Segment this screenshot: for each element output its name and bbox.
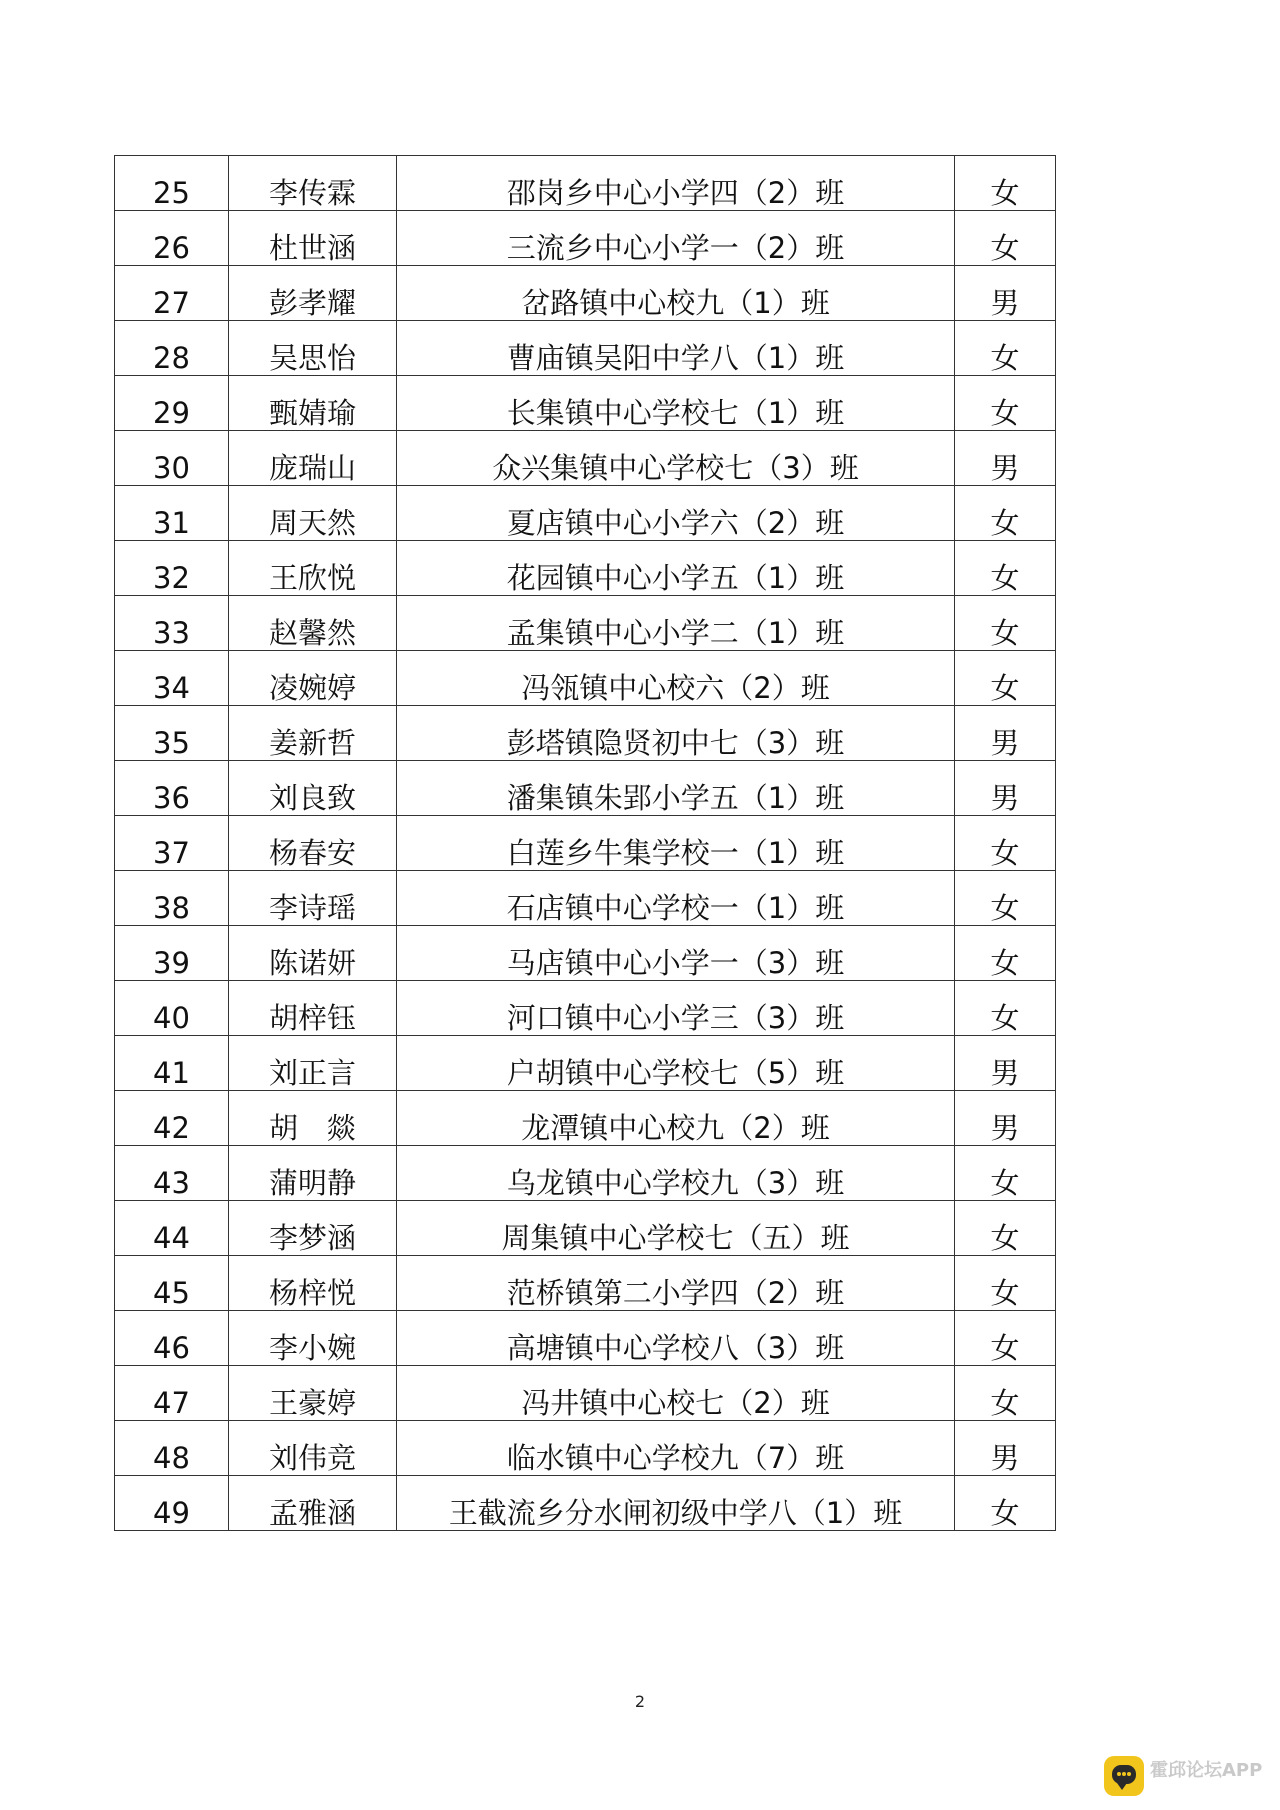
row-number-cell: 36 <box>115 761 229 816</box>
table-row <box>115 871 1056 926</box>
gender-cell: 女 <box>955 1256 1056 1311</box>
school-class-cell: 马店镇中心小学一（3）班 <box>397 926 955 981</box>
school-class-cell: 夏店镇中心小学六（2）班 <box>397 486 955 541</box>
table-row <box>115 1421 1056 1476</box>
row-number-cell: 37 <box>115 816 229 871</box>
school-class-cell: 众兴集镇中心学校七（3）班 <box>397 431 955 486</box>
gender-cell: 女 <box>955 1476 1056 1531</box>
student-name-cell: 姜新哲 <box>229 706 397 761</box>
student-name-cell: 李小婉 <box>229 1311 397 1366</box>
table-row <box>115 156 1056 211</box>
table-row <box>115 1036 1056 1091</box>
row-number-cell: 28 <box>115 321 229 376</box>
row-number-cell: 46 <box>115 1311 229 1366</box>
school-class-cell: 潘集镇朱郢小学五（1）班 <box>397 761 955 816</box>
page-number: 2 <box>634 1692 646 1711</box>
gender-cell: 女 <box>955 486 1056 541</box>
row-number-cell: 31 <box>115 486 229 541</box>
table-row <box>115 1146 1056 1201</box>
student-name-cell: 蒲明静 <box>229 1146 397 1201</box>
school-class-cell: 长集镇中心学校七（1）班 <box>397 376 955 431</box>
row-number-cell: 33 <box>115 596 229 651</box>
school-class-cell: 乌龙镇中心学校九（3）班 <box>397 1146 955 1201</box>
table-row <box>115 211 1056 266</box>
student-name-cell: 杨春安 <box>229 816 397 871</box>
school-class-cell: 户胡镇中心学校七（5）班 <box>397 1036 955 1091</box>
row-number-cell: 25 <box>115 156 229 211</box>
roster-body <box>115 156 1056 1531</box>
table-row <box>115 1201 1056 1256</box>
chat-bubble-icon <box>1112 1765 1136 1784</box>
gender-cell: 女 <box>955 1311 1056 1366</box>
gender-cell: 女 <box>955 211 1056 266</box>
gender-cell: 女 <box>955 596 1056 651</box>
gender-cell: 女 <box>955 541 1056 596</box>
table-row <box>115 761 1056 816</box>
row-number-cell: 47 <box>115 1366 229 1421</box>
gender-cell: 女 <box>955 321 1056 376</box>
school-class-cell: 河口镇中心小学三（3）班 <box>397 981 955 1036</box>
school-class-cell: 高塘镇中心学校八（3）班 <box>397 1311 955 1366</box>
table-row <box>115 541 1056 596</box>
row-number-cell: 38 <box>115 871 229 926</box>
school-class-cell: 邵岗乡中心小学四（2）班 <box>397 156 955 211</box>
student-name-cell: 刘正言 <box>229 1036 397 1091</box>
student-name-cell: 凌婉婷 <box>229 651 397 706</box>
school-class-cell: 冯井镇中心校七（2）班 <box>397 1366 955 1421</box>
row-number-cell: 43 <box>115 1146 229 1201</box>
student-name-cell: 李诗瑶 <box>229 871 397 926</box>
gender-cell: 男 <box>955 761 1056 816</box>
school-class-cell: 花园镇中心小学五（1）班 <box>397 541 955 596</box>
row-number-cell: 39 <box>115 926 229 981</box>
row-number-cell: 42 <box>115 1091 229 1146</box>
school-class-cell: 临水镇中心学校九（7）班 <box>397 1421 955 1476</box>
table-row <box>115 1256 1056 1311</box>
table-row <box>115 486 1056 541</box>
gender-cell: 女 <box>955 871 1056 926</box>
student-name-cell: 李梦涵 <box>229 1201 397 1256</box>
table-row <box>115 266 1056 321</box>
student-name-cell: 王豪婷 <box>229 1366 397 1421</box>
student-name-cell: 吴思怡 <box>229 321 397 376</box>
table-row <box>115 596 1056 651</box>
gender-cell: 女 <box>955 156 1056 211</box>
student-name-cell: 李传霖 <box>229 156 397 211</box>
gender-cell: 女 <box>955 1201 1056 1256</box>
gender-cell: 女 <box>955 1146 1056 1201</box>
forum-app-logo-icon <box>1104 1756 1144 1796</box>
gender-cell: 男 <box>955 266 1056 321</box>
table-row <box>115 431 1056 486</box>
student-name-cell: 王欣悦 <box>229 541 397 596</box>
school-class-cell: 周集镇中心学校七（五）班 <box>397 1201 955 1256</box>
row-number-cell: 48 <box>115 1421 229 1476</box>
gender-cell: 女 <box>955 816 1056 871</box>
student-name-cell: 杨梓悦 <box>229 1256 397 1311</box>
school-class-cell: 龙潭镇中心校九（2）班 <box>397 1091 955 1146</box>
school-class-cell: 冯瓴镇中心校六（2）班 <box>397 651 955 706</box>
row-number-cell: 26 <box>115 211 229 266</box>
table-row <box>115 926 1056 981</box>
gender-cell: 女 <box>955 1366 1056 1421</box>
school-class-cell: 彭塔镇隐贤初中七（3）班 <box>397 706 955 761</box>
row-number-cell: 30 <box>115 431 229 486</box>
row-number-cell: 32 <box>115 541 229 596</box>
gender-cell: 女 <box>955 981 1056 1036</box>
school-class-cell: 白莲乡牛集学校一（1）班 <box>397 816 955 871</box>
table-row <box>115 816 1056 871</box>
table-row <box>115 1476 1056 1531</box>
gender-cell: 女 <box>955 926 1056 981</box>
row-number-cell: 45 <box>115 1256 229 1311</box>
row-number-cell: 27 <box>115 266 229 321</box>
watermark-text: 霍邱论坛APP <box>1150 1760 1263 1781</box>
gender-cell: 女 <box>955 376 1056 431</box>
row-number-cell: 29 <box>115 376 229 431</box>
table-row <box>115 376 1056 431</box>
student-name-cell: 彭孝耀 <box>229 266 397 321</box>
student-name-cell: 刘伟竞 <box>229 1421 397 1476</box>
table-row <box>115 1311 1056 1366</box>
student-name-cell: 周天然 <box>229 486 397 541</box>
school-class-cell: 范桥镇第二小学四（2）班 <box>397 1256 955 1311</box>
gender-cell: 女 <box>955 651 1056 706</box>
student-name-cell: 庞瑞山 <box>229 431 397 486</box>
student-name-cell: 甄婧瑜 <box>229 376 397 431</box>
table-row <box>115 651 1056 706</box>
student-name-cell: 刘良致 <box>229 761 397 816</box>
gender-cell: 男 <box>955 431 1056 486</box>
school-class-cell: 曹庙镇吴阳中学八（1）班 <box>397 321 955 376</box>
row-number-cell: 40 <box>115 981 229 1036</box>
row-number-cell: 34 <box>115 651 229 706</box>
table-row <box>115 321 1056 376</box>
table-row <box>115 1091 1056 1146</box>
gender-cell: 男 <box>955 1091 1056 1146</box>
watermark <box>1104 1754 1274 1802</box>
school-class-cell: 三流乡中心小学一（2）班 <box>397 211 955 266</box>
student-name-cell: 杜世涵 <box>229 211 397 266</box>
gender-cell: 男 <box>955 1421 1056 1476</box>
student-name-cell: 赵馨然 <box>229 596 397 651</box>
student-name-cell: 陈诺妍 <box>229 926 397 981</box>
table-row <box>115 706 1056 761</box>
gender-cell: 男 <box>955 1036 1056 1091</box>
school-class-cell: 孟集镇中心小学二（1）班 <box>397 596 955 651</box>
gender-cell: 男 <box>955 706 1056 761</box>
school-class-cell: 王截流乡分水闸初级中学八（1）班 <box>397 1476 955 1531</box>
student-name-cell: 胡梓钰 <box>229 981 397 1036</box>
school-class-cell: 岔路镇中心校九（1）班 <box>397 266 955 321</box>
row-number-cell: 49 <box>115 1476 229 1531</box>
school-class-cell: 石店镇中心学校一（1）班 <box>397 871 955 926</box>
row-number-cell: 44 <box>115 1201 229 1256</box>
table-row <box>115 981 1056 1036</box>
student-name-cell: 孟雅涵 <box>229 1476 397 1531</box>
row-number-cell: 35 <box>115 706 229 761</box>
student-roster-table <box>114 155 1056 1531</box>
table-row <box>115 1366 1056 1421</box>
student-name-cell: 胡 燚 <box>229 1091 397 1146</box>
row-number-cell: 41 <box>115 1036 229 1091</box>
